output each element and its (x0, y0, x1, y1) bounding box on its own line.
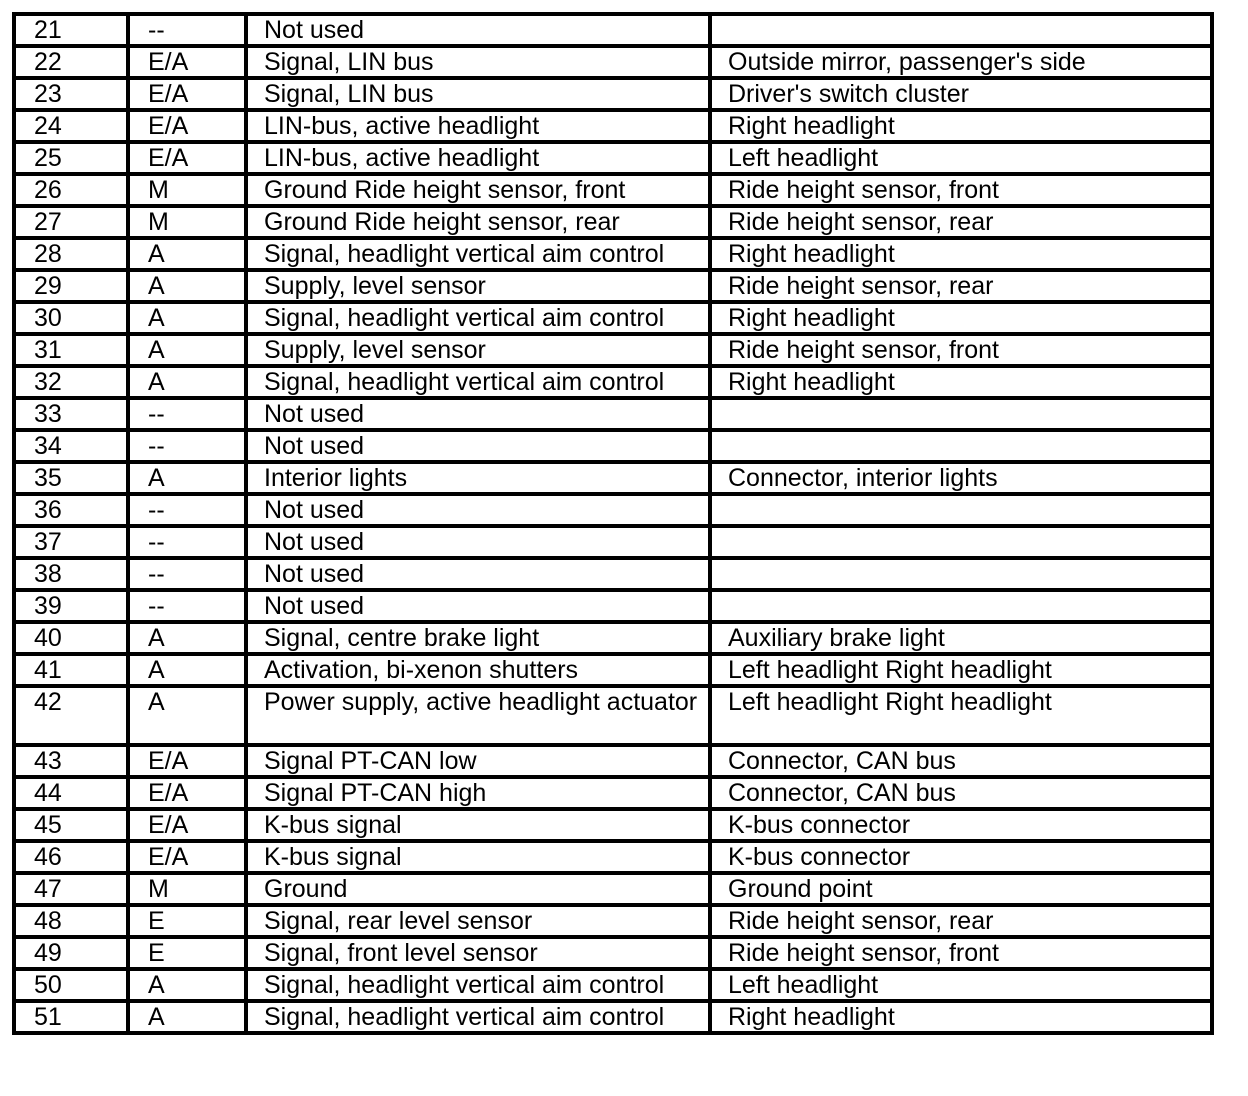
component-cell: Connector, CAN bus (710, 777, 1212, 809)
signal-type-cell: -- (128, 590, 246, 622)
table-row (14, 238, 1212, 270)
pin-number-cell: 26 (14, 174, 128, 206)
table-row (14, 905, 1212, 937)
description-cell: Not used (246, 398, 710, 430)
description-cell: Signal, front level sensor (246, 937, 710, 969)
description-cell: Signal, rear level sensor (246, 905, 710, 937)
signal-type-cell: -- (128, 14, 246, 46)
pin-number-cell: 27 (14, 206, 128, 238)
pin-number-cell: 50 (14, 969, 128, 1001)
table-row (14, 809, 1212, 841)
component-cell: Right headlight (710, 238, 1212, 270)
description-cell: Supply, level sensor (246, 270, 710, 302)
pin-number-cell: 45 (14, 809, 128, 841)
description-cell: Signal, LIN bus (246, 46, 710, 78)
table-row (14, 558, 1212, 590)
signal-type-cell: A (128, 238, 246, 270)
pin-number-cell: 30 (14, 302, 128, 334)
description-cell: Power supply, active headlight actuator (246, 686, 710, 745)
signal-type-cell: A (128, 462, 246, 494)
pin-number-cell: 34 (14, 430, 128, 462)
component-cell: Ride height sensor, front (710, 937, 1212, 969)
pin-number-cell: 31 (14, 334, 128, 366)
signal-type-cell: M (128, 873, 246, 905)
description-cell: Signal PT-CAN high (246, 777, 710, 809)
signal-type-cell: A (128, 302, 246, 334)
component-cell: Connector, interior lights (710, 462, 1212, 494)
pin-number-cell: 38 (14, 558, 128, 590)
signal-type-cell: -- (128, 558, 246, 590)
table-row (14, 873, 1212, 905)
table-row (14, 462, 1212, 494)
pin-number-cell: 21 (14, 14, 128, 46)
pin-number-cell: 46 (14, 841, 128, 873)
component-cell: Right headlight (710, 1001, 1212, 1033)
description-cell: LIN-bus, active headlight (246, 110, 710, 142)
component-cell: Auxiliary brake light (710, 622, 1212, 654)
table-row (14, 654, 1212, 686)
pin-number-cell: 42 (14, 686, 128, 745)
pin-number-cell: 33 (14, 398, 128, 430)
signal-type-cell: E/A (128, 745, 246, 777)
table-row (14, 174, 1212, 206)
table-row (14, 969, 1212, 1001)
table-row (14, 590, 1212, 622)
table-row (14, 78, 1212, 110)
signal-type-cell: A (128, 334, 246, 366)
description-cell: Activation, bi-xenon shutters (246, 654, 710, 686)
pin-number-cell: 36 (14, 494, 128, 526)
signal-type-cell: -- (128, 494, 246, 526)
signal-type-cell: -- (128, 430, 246, 462)
pin-number-cell: 22 (14, 46, 128, 78)
table-row (14, 334, 1212, 366)
component-cell: Left headlight (710, 142, 1212, 174)
component-cell (710, 558, 1212, 590)
component-cell: Right headlight (710, 302, 1212, 334)
component-cell: Ride height sensor, front (710, 174, 1212, 206)
pin-number-cell: 51 (14, 1001, 128, 1033)
signal-type-cell: A (128, 270, 246, 302)
component-cell: Ride height sensor, rear (710, 270, 1212, 302)
pin-assignment-table (12, 12, 1214, 1035)
table-row (14, 1001, 1212, 1033)
component-cell: Left headlight Right headlight (710, 686, 1212, 745)
signal-type-cell: E/A (128, 809, 246, 841)
component-cell (710, 590, 1212, 622)
signal-type-cell: E/A (128, 841, 246, 873)
component-cell: Driver's switch cluster (710, 78, 1212, 110)
signal-type-cell: E/A (128, 78, 246, 110)
table-row (14, 302, 1212, 334)
description-cell: K-bus signal (246, 841, 710, 873)
signal-type-cell: -- (128, 398, 246, 430)
description-cell: Ground Ride height sensor, front (246, 174, 710, 206)
table-row (14, 14, 1212, 46)
description-cell: Signal, centre brake light (246, 622, 710, 654)
table-row (14, 46, 1212, 78)
signal-type-cell: M (128, 206, 246, 238)
description-cell: Ground (246, 873, 710, 905)
pin-number-cell: 24 (14, 110, 128, 142)
table-row (14, 622, 1212, 654)
component-cell: Ride height sensor, front (710, 334, 1212, 366)
pin-table-body (14, 14, 1212, 1033)
description-cell: Signal, LIN bus (246, 78, 710, 110)
signal-type-cell: A (128, 654, 246, 686)
component-cell (710, 398, 1212, 430)
description-cell: Signal, headlight vertical aim control (246, 302, 710, 334)
component-cell (710, 526, 1212, 558)
table-row (14, 841, 1212, 873)
signal-type-cell: E/A (128, 777, 246, 809)
component-cell: Connector, CAN bus (710, 745, 1212, 777)
signal-type-cell: M (128, 174, 246, 206)
pin-number-cell: 29 (14, 270, 128, 302)
signal-type-cell: A (128, 969, 246, 1001)
component-cell: Left headlight (710, 969, 1212, 1001)
pin-number-cell: 49 (14, 937, 128, 969)
pin-number-cell: 48 (14, 905, 128, 937)
description-cell: Ground Ride height sensor, rear (246, 206, 710, 238)
signal-type-cell: E (128, 937, 246, 969)
table-row (14, 398, 1212, 430)
description-cell: Signal, headlight vertical aim control (246, 238, 710, 270)
table-row (14, 937, 1212, 969)
description-cell: Signal, headlight vertical aim control (246, 1001, 710, 1033)
table-row (14, 494, 1212, 526)
table-row (14, 142, 1212, 174)
signal-type-cell: A (128, 366, 246, 398)
component-cell (710, 494, 1212, 526)
pin-number-cell: 37 (14, 526, 128, 558)
table-row (14, 686, 1212, 745)
pin-number-cell: 32 (14, 366, 128, 398)
signal-type-cell: E/A (128, 46, 246, 78)
signal-type-cell: E/A (128, 110, 246, 142)
pin-number-cell: 41 (14, 654, 128, 686)
table-row (14, 270, 1212, 302)
description-cell: Signal PT-CAN low (246, 745, 710, 777)
signal-type-cell: A (128, 686, 246, 745)
table-row (14, 745, 1212, 777)
signal-type-cell: A (128, 622, 246, 654)
table-row (14, 110, 1212, 142)
signal-type-cell: E (128, 905, 246, 937)
component-cell: K-bus connector (710, 841, 1212, 873)
pin-number-cell: 44 (14, 777, 128, 809)
pin-number-cell: 35 (14, 462, 128, 494)
description-cell: Signal, headlight vertical aim control (246, 969, 710, 1001)
signal-type-cell: E/A (128, 142, 246, 174)
description-cell: Not used (246, 526, 710, 558)
table-row (14, 366, 1212, 398)
component-cell: Outside mirror, passenger's side (710, 46, 1212, 78)
component-cell: Right headlight (710, 110, 1212, 142)
component-cell (710, 14, 1212, 46)
description-cell: K-bus signal (246, 809, 710, 841)
description-cell: Supply, level sensor (246, 334, 710, 366)
pin-number-cell: 40 (14, 622, 128, 654)
component-cell: K-bus connector (710, 809, 1212, 841)
component-cell: Ride height sensor, rear (710, 905, 1212, 937)
description-cell: Not used (246, 494, 710, 526)
pin-number-cell: 25 (14, 142, 128, 174)
description-cell: Not used (246, 590, 710, 622)
pin-number-cell: 43 (14, 745, 128, 777)
component-cell: Right headlight (710, 366, 1212, 398)
description-cell: Not used (246, 558, 710, 590)
pin-number-cell: 28 (14, 238, 128, 270)
component-cell: Ride height sensor, rear (710, 206, 1212, 238)
signal-type-cell: -- (128, 526, 246, 558)
component-cell (710, 430, 1212, 462)
description-cell: Interior lights (246, 462, 710, 494)
table-row (14, 430, 1212, 462)
component-cell: Left headlight Right headlight (710, 654, 1212, 686)
description-cell: Not used (246, 430, 710, 462)
pin-number-cell: 47 (14, 873, 128, 905)
pin-number-cell: 39 (14, 590, 128, 622)
pin-number-cell: 23 (14, 78, 128, 110)
component-cell: Ground point (710, 873, 1212, 905)
description-cell: LIN-bus, active headlight (246, 142, 710, 174)
signal-type-cell: A (128, 1001, 246, 1033)
table-row (14, 206, 1212, 238)
table-row (14, 777, 1212, 809)
description-cell: Not used (246, 14, 710, 46)
description-cell: Signal, headlight vertical aim control (246, 366, 710, 398)
table-row (14, 526, 1212, 558)
